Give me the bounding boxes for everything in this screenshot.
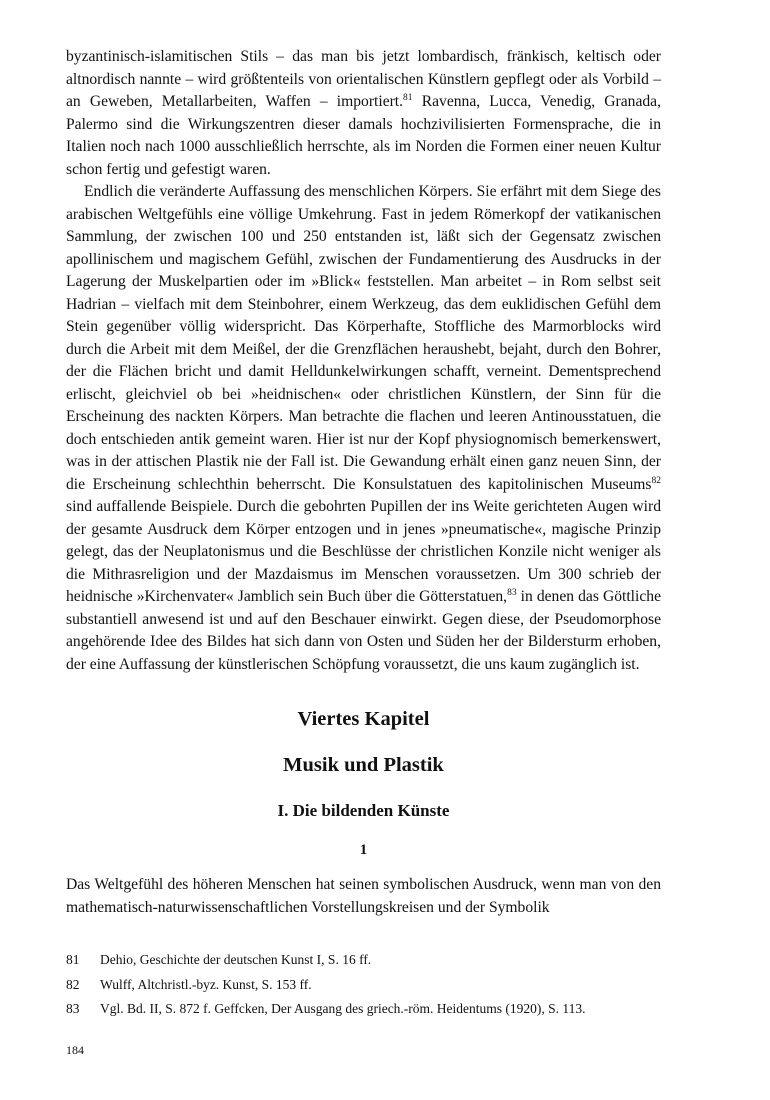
footnote-text: Wulff, Altchristl.-byz. Kunst, S. 153 ff. bbox=[100, 976, 312, 992]
footnote-ref-81[interactable]: 81 bbox=[403, 92, 413, 103]
paragraph-2-text-b: sind auffallende Beispiele. Durch die gebohrten Pupillen der ins Weite gerichteten Augen wird der gesamte Ausdruck dem Körper entzogen und in jenes »pneumatische«, magische Prinzip gelegt, das der Neuplatonismus und die Beschlüsse der christlichen Konzile nicht weniger als die Mithrasreligion und der Mazdaismus im Menschen voraussetzen. Um 300 schrieb der heidnische »Kirchenvater« Jamblich sein Buch über die Götterstatuen, bbox=[66, 498, 661, 605]
paragraph-2-text-a: Endlich die veränderte Auffassung des menschlichen Körpers. Sie erfährt mit dem Siege des arabischen Weltgefühls eine völlige Umkehrung. Fast in jedem Römerkopf der vatikanischen Sammlung, der zwischen 100 und 250 entstanden ist, läßt sich der Gegensatz zwischen apollinischem und magischem Gefühl, zwischen der Fundamentierung des Ausdrucks in der Lagerung der Muskelpartien oder im »Blick« feststellen. Man arbeitet – in Rom selbst seit Hadrian – vielfach mit dem Steinbohrer, einem Werkzeug, das dem euklidischen Gefühl dem Stein gegenüber völlig widerspricht. Das Körperhafte, Stoffliche des Marmorblocks wird durch die Arbeit mit dem Meißel, der die Grenzflächen heraushebt, bejaht, durch den Bohrer, der die Flächen bricht und damit Helldunkelwirkungen schafft, verneint. Dementsprechend erlischt, gleichviel ob bei »heidnischen« oder christlichen Künstlern, der Sinn für die Erscheinung des nackten Körpers. Man betrachte die flachen und leeren Antinousstatuen, die doch entschieden antik gemeint waren. Hier ist nur der Kopf physiognomisch bemerkenswert, was in der attischen Plastik nie der Fall ist. Die Gewandung erhält einen ganz neuen Sinn, der die Erscheinung schlechthin beherrscht. Die Konsulstatuen des kapitolinischen Museums bbox=[66, 183, 661, 493]
paragraph-2-text-c: in denen das Göttliche substantiell anwesend ist und auf den Beschauer einwirkt. Gegen diese, der Pseudomorphose angehörende Idee des Bildes hat sich dann von Osten und Süden her der Bildersturm erhoben, der eine Auffassung der künstlerischen Schöpfung voraussetzt, die uns kaum zugänglich ist. bbox=[66, 588, 661, 673]
footnote-82 bbox=[66, 975, 666, 994]
paragraph-2 bbox=[66, 181, 661, 676]
footnote-ref-82[interactable]: 82 bbox=[651, 475, 661, 486]
footnotes bbox=[66, 950, 666, 1024]
footnote-83 bbox=[66, 999, 666, 1018]
footnote-number: 82 bbox=[66, 976, 80, 992]
footnote-ref-83[interactable]: 83 bbox=[507, 587, 517, 598]
footnote-number: 83 bbox=[66, 1001, 80, 1016]
paragraph-3: Das Weltgefühl des höheren Menschen hat seinen symbolischen Ausdruck, wenn man von den mathematisch-naturwissenschaftlichen Vorstellungskreisen und der Symbolik bbox=[66, 876, 661, 916]
page-body bbox=[66, 46, 661, 919]
section-number: 1 bbox=[359, 842, 368, 858]
paragraph-1 bbox=[66, 46, 661, 181]
footnote-text: Dehio, Geschichte der deutschen Kunst I, S. 16 ff. bbox=[100, 952, 372, 967]
chapter-title: Musik und Plastik bbox=[283, 754, 444, 776]
paragraph-1-text-b: Ravenna, Lucca, Venedig, Granada, Palermo sind die Wirkungszentren dieser damals hochzivilisierten Formensprache, die in Italien noch nach 1000 ausschließlich herrschte, als im Norden die Formen einer neuen Kultur schon fertig und gefestigt waren. bbox=[66, 93, 661, 178]
footnote-text: Vgl. Bd. II, S. 872 f. Geffcken, Der Ausgang des griech.-röm. Heidentums (1920), S. 113. bbox=[100, 1001, 586, 1016]
footnote-81 bbox=[66, 950, 666, 969]
chapter-heading: Viertes Kapitel bbox=[297, 708, 430, 730]
footnote-number: 81 bbox=[66, 952, 80, 967]
section-title: I. Die bildenden Künste bbox=[277, 801, 450, 820]
paragraph-1-text-a: byzantinisch-islamitischen Stils – das man bis jetzt lombardisch, fränkisch, keltisch oder altnordisch nannte – wird größtenteils von orientalischen Künstlern gepflegt oder als Vorbild – an Geweben, Metallarbeiten, Waffen – importiert. bbox=[66, 48, 661, 110]
page-number: 184 bbox=[66, 1043, 84, 1057]
